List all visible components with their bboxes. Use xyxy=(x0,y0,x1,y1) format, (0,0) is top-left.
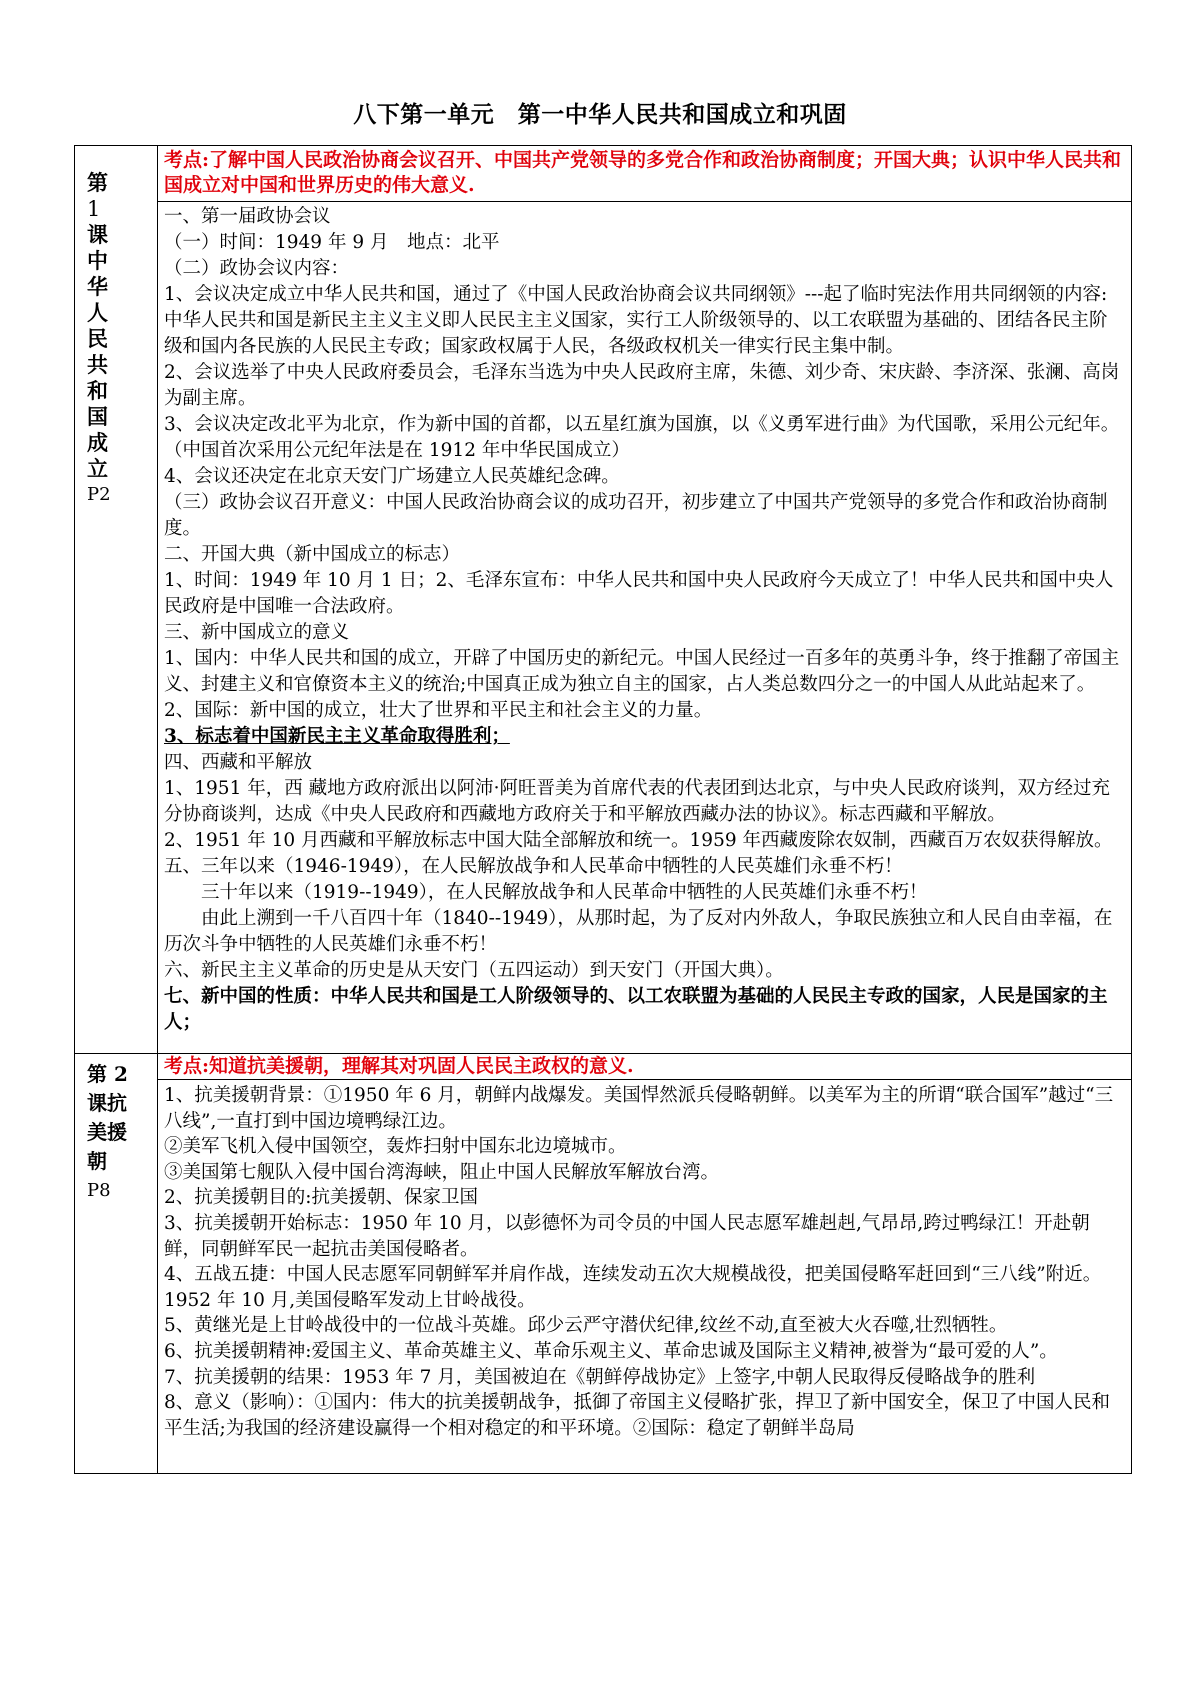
paragraph: 4、会议还决定在北京天安门广场建立人民英雄纪念碑。 xyxy=(164,466,620,487)
paragraph: 三十年以来（1919--1949），在人民解放战争和人民革命中牺牲的人民英雄们永垂不朽！ xyxy=(201,882,928,903)
lesson-2-label-line: 课抗 xyxy=(87,1091,127,1115)
lesson-2-content-cell xyxy=(158,1054,1132,1474)
section-heading: 三、新中国成立的意义 xyxy=(164,622,350,643)
paragraph: 4、五战五捷：中国人民志愿军同朝鲜军并肩作战，连续发动五次大规模战役，把美国侵略军赶回到“三八线”附近。1952 年 10 月,美国侵略军发动上甘岭战役。 xyxy=(164,1264,1102,1311)
paragraph: （二）政协会议内容： xyxy=(164,258,350,279)
key-point-underlined: 3、标志着中国新民主主义革命取得胜利； xyxy=(164,726,510,747)
lesson-1-label-char: 中 xyxy=(87,248,108,273)
key-point-bold: 七、新中国的性质：中华人民共和国是工人阶级领导的、以工农联盟为基础的人民民主专政的国家，人民是国家的主人； xyxy=(164,986,1108,1033)
lesson-2-body xyxy=(158,1080,1131,1443)
lesson-1-label-cell xyxy=(75,146,158,1054)
lesson-2-row xyxy=(75,1054,1132,1474)
lesson-1-label-char: 人 xyxy=(87,300,108,325)
paragraph: 2、会议选举了中央人民政府委员会，毛泽东当选为中央人民政府主席，朱德、刘少奇、宋庆龄、李济深、张澜、高岗为副主席。 xyxy=(164,362,1120,409)
paragraph: 1、1951 年，西 藏地方政府派出以阿沛·阿旺晋美为首席代表的代表团到达北京，与中央人民政府谈判，双方经过充分协商谈判，达成《中央人民政府和西藏地方政府关于和平解放西藏办法的协议》。标志西藏和平解放。 xyxy=(164,778,1110,825)
paragraph: 2、1951 年 10 月西藏和平解放标志中国大陆全部解放和统一。1959 年西藏废除农奴制，西藏百万农奴获得解放。 xyxy=(164,830,1113,851)
paragraph: 1、抗美援朝背景：①1950 年 6 月，朝鲜内战爆发。美国悍然派兵侵略朝鲜。以美军为主的所谓“联合国军”越过“三八线”,一直打到中国边境鸭绿江边。 xyxy=(164,1085,1114,1132)
lesson-2-kaodian: 考点:知道抗美援朝，理解其对巩固人民民主政权的意义. xyxy=(158,1054,1131,1080)
lesson-2-label-line: 第 2 xyxy=(87,1062,128,1086)
paragraph: 1、时间：1949 年 10 月 1 日；2、毛泽东宣布：中华人民共和国中央人民政府今天成立了！中华人民共和国中央人民政府是中国唯一合法政府。 xyxy=(164,570,1114,617)
paragraph: 7、抗美援朝的结果：1953 年 7 月，美国被迫在《朝鲜停战协定》上签字,中朝人民取得反侵略战争的胜利 xyxy=(164,1366,1036,1388)
section-heading: 二、开国大典（新中国成立的标志） xyxy=(164,544,461,565)
paragraph: 8、意义（影响）：①国内：伟大的抗美援朝战争，抵御了帝国主义侵略扩张，捍卫了新中国安全，保卫了中国人民和平生活;为我国的经济建设赢得一个相对稳定的和平环境。②国际：稳定了朝鲜半岛局 xyxy=(164,1392,1111,1439)
lesson-1-label-char: 1 xyxy=(87,197,101,221)
page-title: 八下第一单元 第一中华人民共和国成立和巩固 xyxy=(353,101,847,128)
lesson-1-row xyxy=(75,146,1132,1054)
lesson-2-label xyxy=(75,1054,157,1205)
lesson-1-label-char: 共 xyxy=(87,352,108,377)
paragraph: 2、国际：新中国的成立，壮大了世界和平民主和社会主义的力量。 xyxy=(164,700,713,721)
lesson-1-content-cell xyxy=(158,146,1132,1054)
paragraph: ③美国第七舰队入侵中国台湾海峡，阻止中国人民解放军解放台湾。 xyxy=(164,1161,720,1183)
lesson-1-label xyxy=(75,146,157,508)
section-heading: 四、西藏和平解放 xyxy=(164,752,313,773)
lesson-2-page-ref: P8 xyxy=(87,1180,111,1201)
lesson-2-label-line: 朝 xyxy=(87,1149,107,1173)
lesson-2-label-line: 美援 xyxy=(87,1120,127,1144)
lesson-1-label-char: 立 xyxy=(87,456,108,481)
lesson-1-label-char: 华 xyxy=(87,274,108,299)
lesson-1-label-char: 和 xyxy=(87,378,108,403)
lesson-1-page-ref: P2 xyxy=(87,484,111,505)
paragraph: 6、抗美援朝精神:爱国主义、革命英雄主义、革命乐观主义、革命忠诚及国际主义精神,被誉为“最可爱的人”。 xyxy=(164,1340,1058,1362)
paragraph: 1、会议决定成立中华人民共和国，通过了《中国人民政治协商会议共同纲领》---起了临时宪法作用共同纲领的内容:中华人民共和国是新民主主义主义即人民民主主义国家，实行工人阶级领导的、以工农联盟为基础的、团结各民主阶级和国内各民族的人民民主专政；国家政权属于人民，各级政权机关一律实行民主集中制。 xyxy=(164,284,1108,357)
notes-table xyxy=(74,145,1132,1474)
lesson-1-body xyxy=(158,202,1131,1038)
paragraph: 3、抗美援朝开始标志：1950 年 10 月，以彭德怀为司令员的中国人民志愿军雄赳赳,气昂昂,跨过鸭绿江！开赴朝鲜，同朝鲜军民一起抗击美国侵略者。 xyxy=(164,1212,1090,1260)
paragraph: ②美军飞机入侵中国领空，轰炸扫射中国东北边境城市。 xyxy=(164,1136,627,1158)
lesson-1-label-char: 国 xyxy=(87,404,108,429)
lesson-1-label-char: 成 xyxy=(87,430,108,455)
section-heading: 六、新民主主义革命的历史是从天安门（五四运动）到天安门（开国大典）。 xyxy=(164,960,784,981)
paragraph: 3、会议决定改北平为北京，作为新中国的首都，以五星红旗为国旗，以《义勇军进行曲》为代国歌，采用公元纪年。（中国首次采用公元纪年法是在 1912 年中华民国成立） xyxy=(164,414,1120,461)
paragraph: （一）时间：1949 年 9 月 地点：北平 xyxy=(164,232,500,253)
paragraph: 1、国内：中华人民共和国的成立，开辟了中国历史的新纪元。中国人民经过一百多年的英勇斗争，终于推翻了帝国主义、封建主义和官僚资本主义的统治;中国真正成为独立自主的国家，占人类总数四分之一的中国人从此站起来了。 xyxy=(164,648,1120,695)
lesson-1-label-char: 民 xyxy=(87,326,108,351)
paragraph: 2、抗美援朝目的:抗美援朝、保家卫国 xyxy=(164,1187,479,1209)
lesson-2-label-cell xyxy=(75,1054,158,1474)
paragraph: 5、黄继光是上甘岭战役中的一位战斗英雄。邱少云严守潜伏纪律,纹丝不动,直至被大火吞噬,壮烈牺牲。 xyxy=(164,1315,1008,1337)
section-heading: 五、三年以来（1946-1949），在人民解放战争和人民革命中牺牲的人民英雄们永垂不朽！ xyxy=(164,856,903,877)
lesson-1-label-char: 课 xyxy=(87,222,108,247)
section-heading: 一、第一届政协会议 xyxy=(164,206,331,227)
lesson-1-kaodian: 考点:了解中国人民政治协商会议召开、中国共产党领导的多党合作和政治协商制度；开国大典；认识中华人民共和国成立对中国和世界历史的伟大意义. xyxy=(158,146,1131,202)
paragraph: （三）政协会议召开意义：中国人民政治协商会议的成功召开，初步建立了中国共产党领导的多党合作和政治协商制度。 xyxy=(164,492,1108,539)
paragraph: 由此上溯到一千八百四十年（1840--1949），从那时起，为了反对内外敌人，争取民族独立和人民自由幸福，在历次斗争中牺牲的人民英雄们永垂不朽！ xyxy=(164,908,1113,955)
lesson-1-label-char: 第 xyxy=(87,170,108,195)
